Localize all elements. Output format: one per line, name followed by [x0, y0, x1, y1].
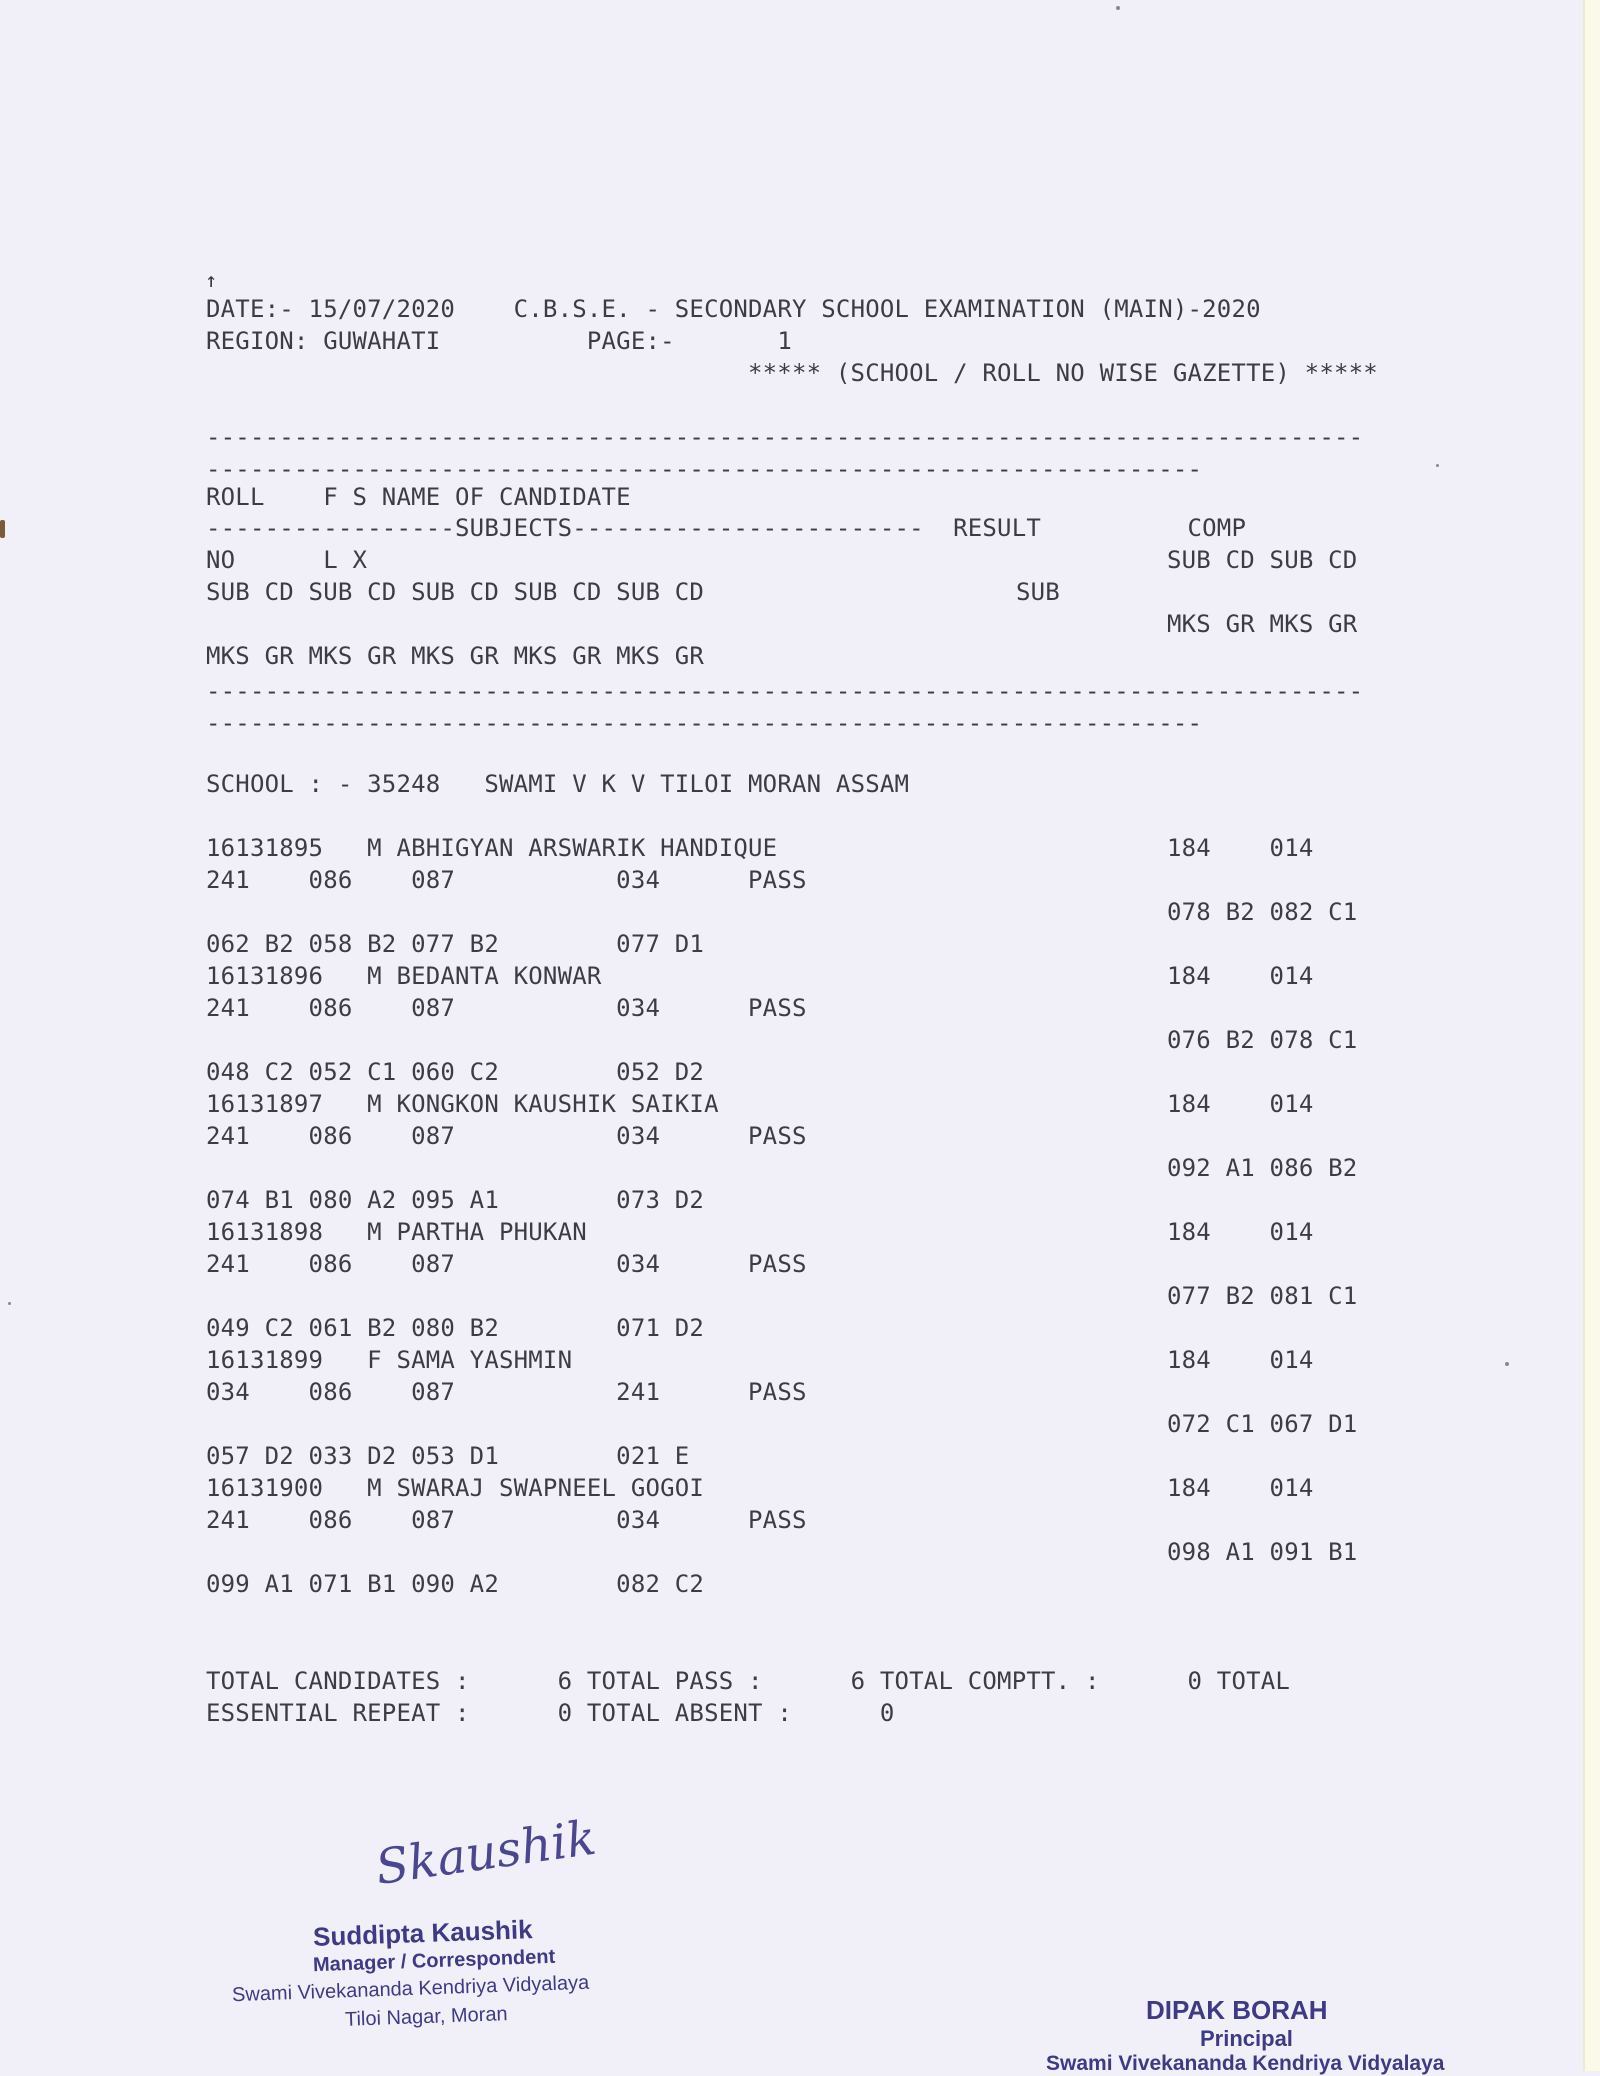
header-line-1: DATE:- 15/07/2020 C.B.S.E. - SECONDARY SCHOOL EXAMINATION (MAIN)-2020 [206, 295, 1261, 323]
candidate-marks-line: 062 B2 058 B2 077 B2 077 D1 [206, 930, 705, 958]
separator-short: -------------------------------------------------------------------- [206, 709, 1203, 737]
totals-line-2: ESSENTIAL REPEAT : 0 TOTAL ABSENT : 0 [206, 1699, 895, 1727]
paper-edge [1583, 0, 1600, 2071]
candidate-name-line: 16131895 M ABHIGYAN ARSWARIK HANDIQUE [206, 834, 778, 862]
candidate-comp-codes: 184 014 [1167, 962, 1314, 990]
candidate-comp-marks: 092 A1 086 B2 [1167, 1154, 1358, 1182]
separator-long: ------------------------------------------------------------------------------- [206, 677, 1364, 705]
speck-mark [8, 1302, 11, 1305]
column-header-comp-codes: SUB CD SUB CD [1167, 546, 1358, 574]
candidate-comp-codes: 184 014 [1167, 834, 1314, 862]
candidate-name-line: 16131896 M BEDANTA KONWAR [206, 962, 602, 990]
header-line-3: ***** (SCHOOL / ROLL NO WISE GAZETTE) ***** [748, 359, 1378, 387]
stamp-left-org: Swami Vivekananda Kendriya Vidyalaya [231, 1971, 590, 2007]
candidate-name-line: 16131900 M SWARAJ SWAPNEEL GOGOI [206, 1474, 705, 1502]
candidate-comp-codes: 184 014 [1167, 1218, 1314, 1246]
candidate-name-line: 16131898 M PARTHA PHUKAN [206, 1218, 587, 1246]
separator-short: -------------------------------------------------------------------- [206, 455, 1203, 483]
candidate-comp-marks: 076 B2 078 C1 [1167, 1026, 1358, 1054]
speck-mark [1116, 6, 1120, 10]
separator-long: ------------------------------------------------------------------------------- [206, 423, 1364, 451]
candidate-name-line: 16131897 M KONGKON KAUSHIK SAIKIA [206, 1090, 719, 1118]
column-header-subjects: -----------------SUBJECTS------------------------ RESULT COMP [206, 514, 1247, 542]
candidate-comp-marks: 098 A1 091 B1 [1167, 1538, 1358, 1566]
stamp-left-name: Suddipta Kaushik [312, 1914, 534, 1952]
candidate-codes-line: 241 086 087 034 PASS [206, 994, 807, 1022]
candidate-marks-line: 049 C2 061 B2 080 B2 071 D2 [206, 1314, 705, 1342]
speck-mark [0, 520, 5, 538]
candidate-name-line: 16131899 F SAMA YASHMIN [206, 1346, 573, 1374]
stamp-right-name: DIPAK BORAH [1146, 1995, 1328, 2025]
candidate-codes-line: 241 086 087 034 PASS [206, 1250, 807, 1278]
candidate-marks-line: 099 A1 071 B1 090 A2 082 C2 [206, 1570, 705, 1598]
signature: Skaushik [372, 1809, 600, 1896]
stamp-left-title: Manager / Correspondent [312, 1945, 556, 1977]
stamp-left-place: Tiloi Nagar, Moran [344, 2003, 508, 2031]
candidate-comp-codes: 184 014 [1167, 1090, 1314, 1118]
header-line-2: REGION: GUWAHATI PAGE:- 1 [206, 327, 792, 355]
candidate-codes-line: 241 086 087 034 PASS [206, 866, 807, 894]
candidate-comp-marks: 072 C1 067 D1 [1167, 1410, 1358, 1438]
candidate-marks-line: 057 D2 033 D2 053 D1 021 E [206, 1442, 690, 1470]
column-header-no: NO L X [206, 546, 368, 574]
candidate-codes-line: 241 086 087 034 PASS [206, 1506, 807, 1534]
school-line: SCHOOL : - 35248 SWAMI V K V TILOI MORAN ASSAM [206, 770, 910, 798]
candidate-codes-line: 241 086 087 034 PASS [206, 1122, 807, 1150]
column-header-marks: MKS GR MKS GR MKS GR MKS GR MKS GR [206, 642, 705, 670]
column-header-sub: SUB [1016, 578, 1060, 606]
stamp-right-title: Principal [1200, 2026, 1293, 2051]
candidate-marks-line: 074 B1 080 A2 095 A1 073 D2 [206, 1186, 705, 1214]
speck-mark [1436, 464, 1439, 467]
totals-line-1: TOTAL CANDIDATES : 6 TOTAL PASS : 6 TOTAL COMPTT. : 0 TOTAL [206, 1667, 1291, 1695]
candidate-comp-codes: 184 014 [1167, 1346, 1314, 1374]
arrow-up-icon: ↑ [205, 268, 218, 292]
candidate-comp-codes: 184 014 [1167, 1474, 1314, 1502]
column-header-roll: ROLL F S NAME OF CANDIDATE [206, 483, 631, 511]
column-header-comp-marks: MKS GR MKS GR [1167, 610, 1358, 638]
column-header-sub-codes: SUB CD SUB CD SUB CD SUB CD SUB CD [206, 578, 705, 606]
speck-mark [1505, 1362, 1509, 1366]
candidate-comp-marks: 077 B2 081 C1 [1167, 1282, 1358, 1310]
stamp-right-org: Swami Vivekananda Kendriya Vidyalaya [1046, 2052, 1445, 2075]
candidate-codes-line: 034 086 087 241 PASS [206, 1378, 807, 1406]
candidate-comp-marks: 078 B2 082 C1 [1167, 898, 1358, 926]
candidate-marks-line: 048 C2 052 C1 060 C2 052 D2 [206, 1058, 705, 1086]
